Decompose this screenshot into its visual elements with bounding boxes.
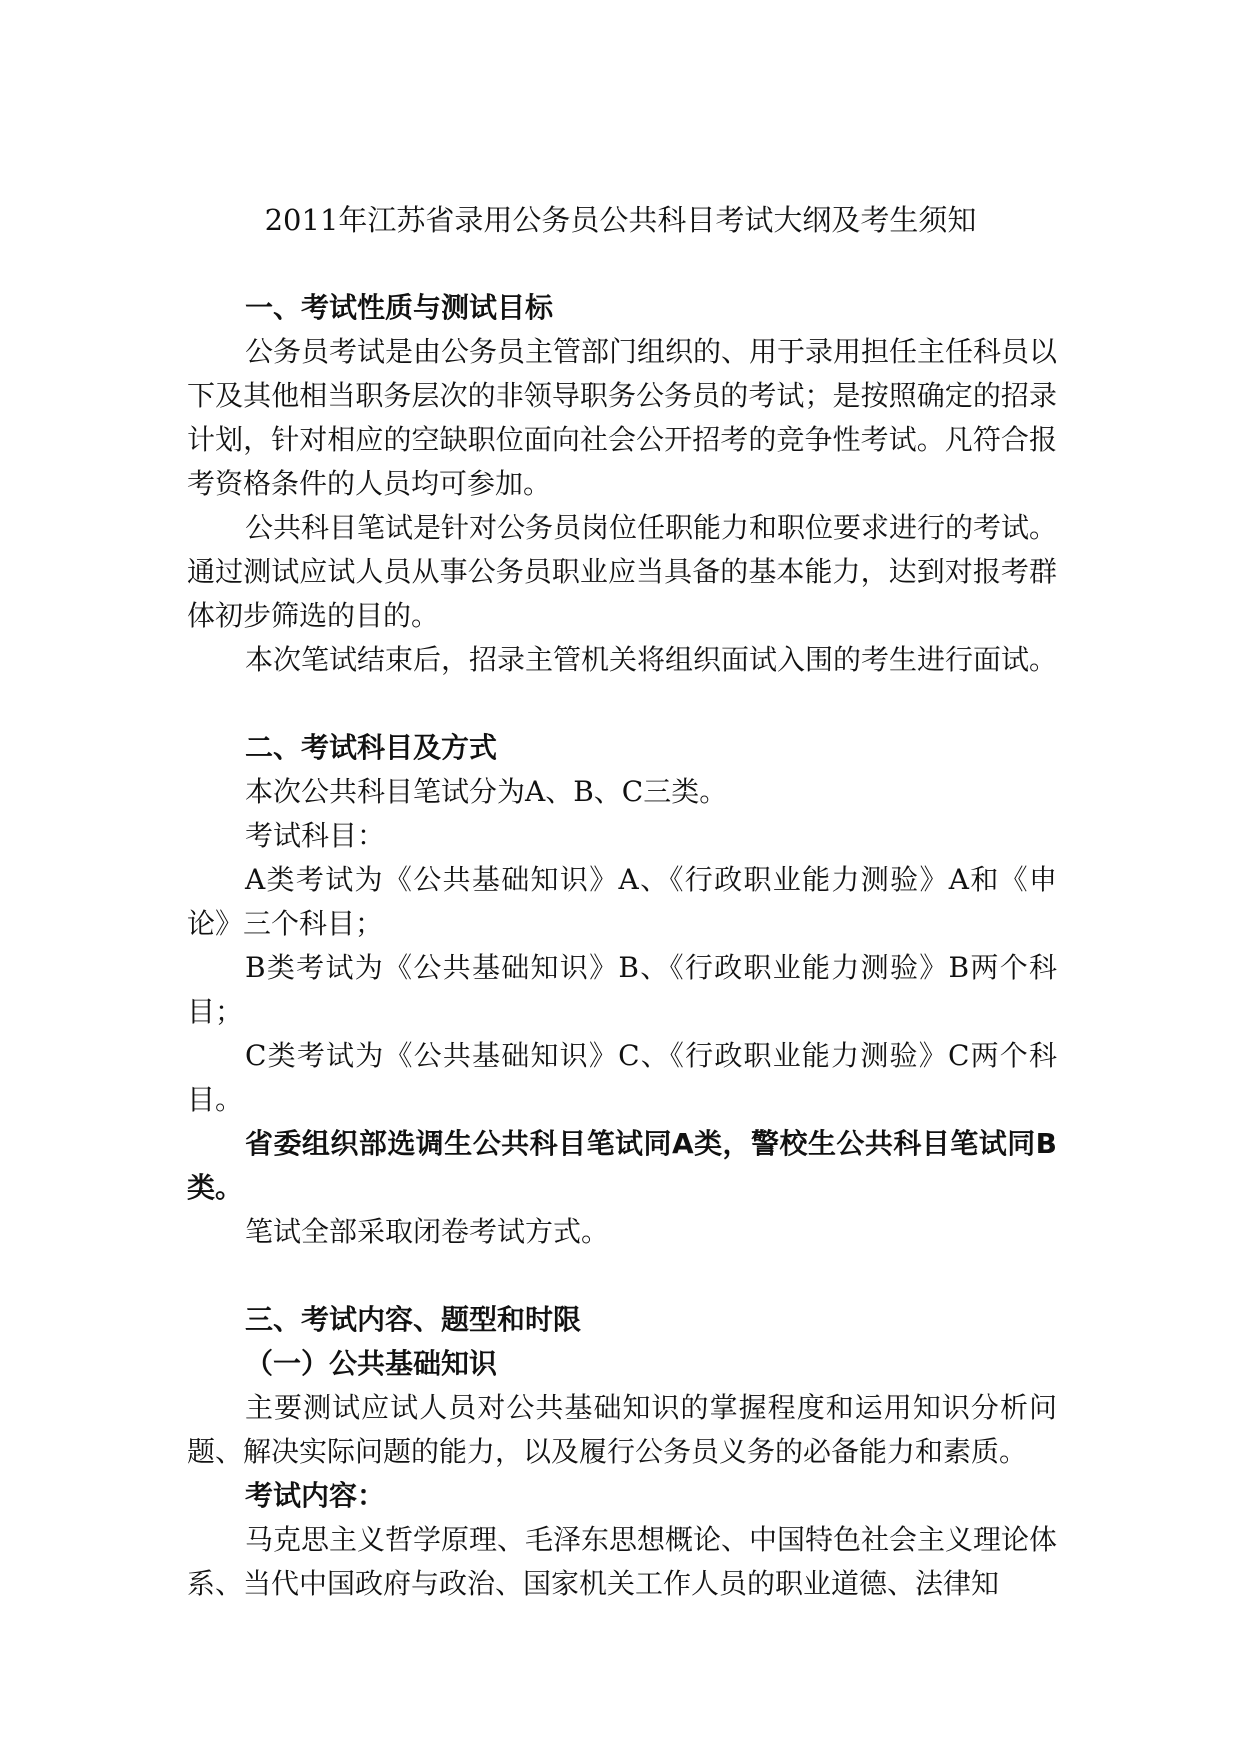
paragraph-content-label: 考试内容： xyxy=(245,1479,386,1512)
document-title: 2011年江苏省录用公务员公共科目考试大纲及考生须知 xyxy=(264,203,977,237)
paragraph-special-note: 省委组织部选调生公共科目笔试同A类，警校生公共科目笔试同B类。 xyxy=(187,1127,1057,1204)
paragraph-exam-classes: 本次公共科目笔试分为A、B、C三类。 xyxy=(245,775,728,808)
paragraph-exam-definition: 公务员考试是由公务员主管部门组织的、用于录用担任主任科员以下及其他相当职务层次的非领导职务公务员的考试；是按照确定的招录计划，针对相应的空缺职位面向社会公开招考的竞争性考试。凡符合报考资格条件的人员均可参加。 xyxy=(187,335,1058,500)
section-heading-nature-and-goals: 一、考试性质与测试目标 xyxy=(245,291,554,324)
paragraph-written-test-purpose: 公共科目笔试是针对公务员岗位任职能力和职位要求进行的考试。通过测试应试人员从事公务员职业应当具备的基本能力，达到对报考群体初步筛选的目的。 xyxy=(187,511,1058,632)
section-heading-subjects-and-method: 二、考试科目及方式 xyxy=(245,731,498,764)
paragraph-subjects-label: 考试科目： xyxy=(245,819,386,852)
paragraph-interview-note: 本次笔试结束后，招录主管机关将组织面试入围的考生进行面试。 xyxy=(245,643,1058,676)
paragraph-public-knowledge-description: 主要测试应试人员对公共基础知识的掌握程度和运用知识分析问题、解决实际问题的能力，以及履行公务员义务的必备能力和素质。 xyxy=(187,1391,1057,1468)
paragraph-class-b: B类考试为《公共基础知识》B、《行政职业能力测验》B两个科目； xyxy=(187,951,1057,1028)
paragraph-class-c: C类考试为《公共基础知识》C、《行政职业能力测验》C两个科目。 xyxy=(187,1039,1057,1116)
paragraph-content-text: 马克思主义哲学原理、毛泽东思想概论、中国特色社会主义理论体系、当代中国政府与政治、国家机关工作人员的职业道德、法律知 xyxy=(187,1523,1058,1600)
section-heading-content-types-time: 三、考试内容、题型和时限 xyxy=(245,1303,582,1336)
paragraph-exam-method: 笔试全部采取闭卷考试方式。 xyxy=(245,1215,610,1248)
paragraph-class-a: A类考试为《公共基础知识》A、《行政职业能力测验》A和《申论》三个科目； xyxy=(187,863,1057,940)
document-body xyxy=(187,286,1057,1606)
subsection-heading-public-knowledge: （一）公共基础知识 xyxy=(245,1347,498,1380)
